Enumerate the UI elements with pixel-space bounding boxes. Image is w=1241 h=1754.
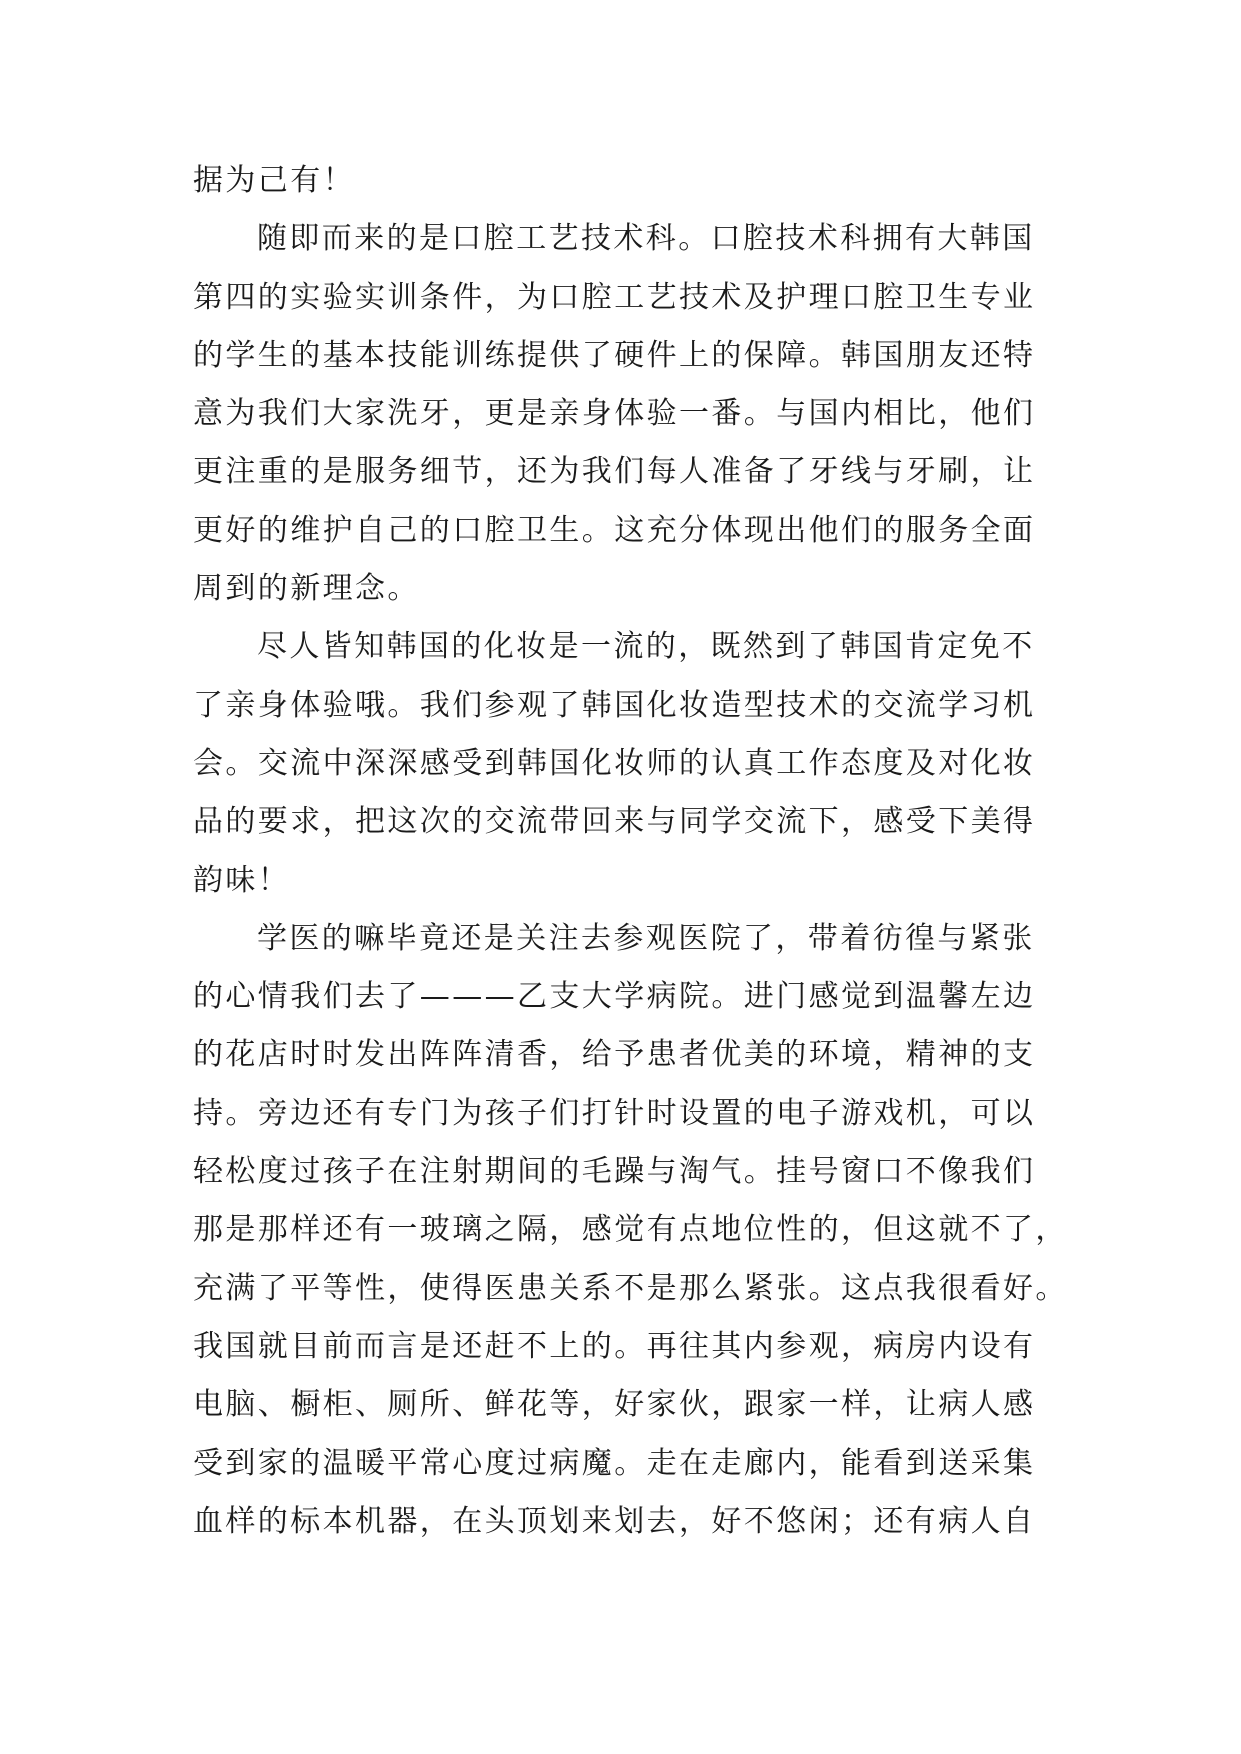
text-line: 轻松度过孩子在注射期间的毛躁与淘气。挂号窗口不像我们: [193, 1154, 1036, 1190]
text-line: 血样的标本机器，在头顶划来划去，好不悠闲；还有病人自: [193, 1503, 1036, 1539]
text-line: 据为己有！: [193, 163, 355, 198]
text-line: 的学生的基本技能训练提供了硬件上的保障。韩国朋友还特: [193, 337, 1036, 373]
text-line: 会。交流中深深感受到韩国化妆师的认真工作态度及对化妆: [193, 745, 1036, 781]
text-line: 意为我们大家洗牙，更是亲身体验一番。与国内相比，他们: [193, 396, 1036, 432]
text-line: 电脑、橱柜、厕所、鲜花等，好家伙，跟家一样，让病人感: [193, 1387, 1036, 1423]
text-line: 的花店时时发出阵阵清香，给予患者优美的环境，精神的支: [193, 1037, 1036, 1073]
text-line: 持。旁边还有专门为孩子们打针时设置的电子游戏机，可以: [193, 1095, 1036, 1131]
paragraph-1: [193, 152, 1051, 210]
text-line: 那是那样还有一玻璃之隔，感觉有点地位性的，但这就不了，: [193, 1212, 1068, 1248]
text-line: 我国就目前而言是还赶不上的。再往其内参观，病房内设有: [193, 1328, 1036, 1364]
paragraph-4: [193, 910, 1068, 1551]
text-line: 的心情我们去了———乙支大学病院。进门感觉到温馨左边: [193, 979, 1036, 1015]
text-line: 随即而来的是口腔工艺技术科。口腔技术科拥有大韩国: [257, 221, 1035, 257]
text-line: 尽人皆知韩国的化妆是一流的，既然到了韩国肯定免不: [257, 629, 1035, 665]
text-line: 了亲身体验哦。我们参观了韩国化妆造型技术的交流学习机: [193, 687, 1036, 723]
text-line: 更好的维护自己的口腔卫生。这充分体现出他们的服务全面: [193, 512, 1036, 548]
text-line: 学医的嘛毕竟还是关注去参观医院了，带着彷徨与紧张: [257, 920, 1035, 956]
text-line: 周到的新理念。: [193, 571, 420, 607]
text-line: 韵味！: [193, 862, 291, 898]
text-line: 第四的实验实训条件，为口腔工艺技术及护理口腔卫生专业: [193, 279, 1036, 315]
text-line: 更注重的是服务细节，还为我们每人准备了牙线与牙刷，让: [193, 454, 1036, 490]
text-line: 品的要求，把这次的交流带回来与同学交流下，感受下美得: [193, 804, 1036, 840]
text-line: 充满了平等性，使得医患关系不是那么紧张。这点我很看好。: [193, 1270, 1068, 1306]
paragraph-2: [193, 210, 1051, 618]
text-line: 受到家的温暖平常心度过病魔。走在走廊内，能看到送采集: [193, 1445, 1036, 1481]
paragraph-3: [193, 618, 1051, 909]
document-body: [193, 152, 1068, 1551]
